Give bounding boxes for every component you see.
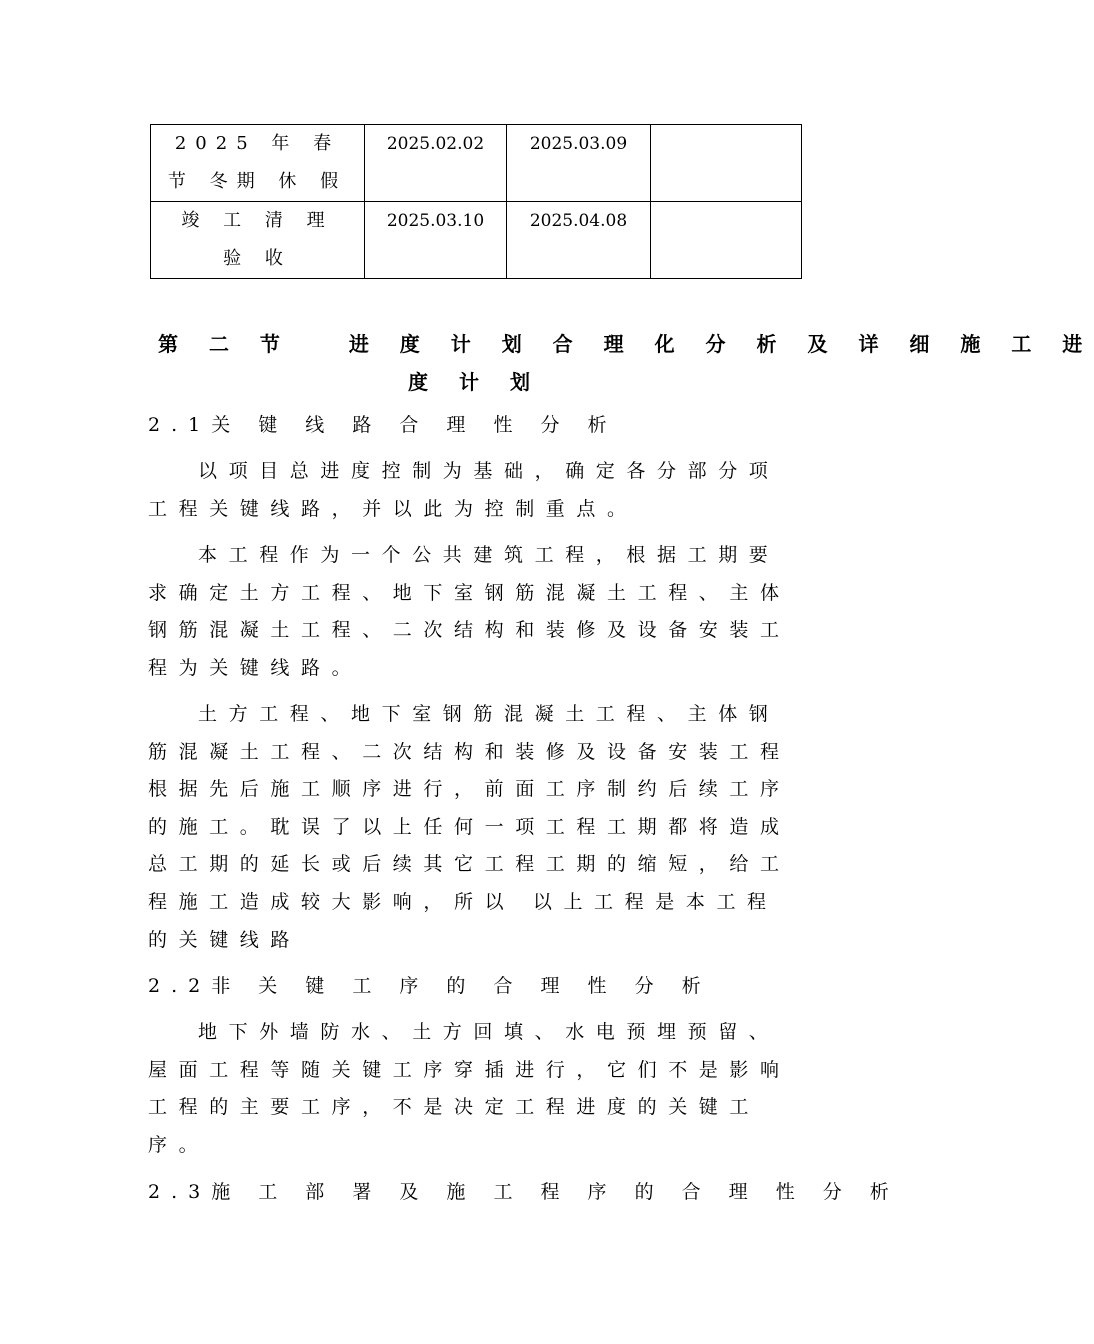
subheading-2-1: 2.1关 键 线 路 合 理 性 分 析 [148,414,618,436]
section-title-line1: 第 二 节 进 度 计 划 合 理 化 分 析 及 详 细 施 工 进 [158,332,1094,356]
table-cell-start: 2025.03.10 [365,202,507,279]
paragraph-3: 土方工程、地下室钢筋混凝土工程、主体钢筋混凝土工程、二次结构和装修及设备安装工程根据先后施工顺序进行，前面工序制约后续工序的施工。耽误了以上任何一项工程工期都将造成总工期的延长或后续其它工程工期的缩短，给工程施工造成较大影响，所以 以上工程是本工程的关键线路 [148,703,791,951]
table-row [151,202,802,279]
section-title [150,325,1094,401]
table-cell-item: 竣 工 清 理 验 收 [151,202,365,279]
table-cell-note [651,202,802,279]
table-cell-end: 2025.04.08 [507,202,651,279]
table-cell-note [651,125,802,202]
table-row [151,125,802,202]
paragraph-4: 地下外墙防水、土方回填、水电预埋预留、屋面工程等随关键工序穿插进行，它们不是影响工程的主要工序，不是决定工程进度的关键工序。 [148,1021,791,1156]
paragraph-1: 以项目总进度控制为基础，确定各分部分项工程关键线路，并以此为控制重点。 [148,460,780,520]
subheading-2-2: 2.2非 关 键 工 序 的 合 理 性 分 析 [148,975,712,997]
table-cell-start: 2025.02.02 [365,125,507,202]
paragraph-2: 本工程作为一个公共建筑工程，根据工期要求确定土方工程、地下室钢筋混凝土工程、主体钢筋混凝土工程、二次结构和装修及设备安装工程为关键线路。 [148,544,791,679]
table-cell-item: 2025 年 春 节 冬期 休 假 [151,125,365,202]
schedule-table [150,124,802,279]
subheading-2-3: 2.3施 工 部 署 及 施 工 程 序 的 合 理 性 分 析 [148,1181,900,1203]
table-cell-end: 2025.03.09 [507,125,651,202]
section-title-line2: 度 计 划 [408,370,542,394]
